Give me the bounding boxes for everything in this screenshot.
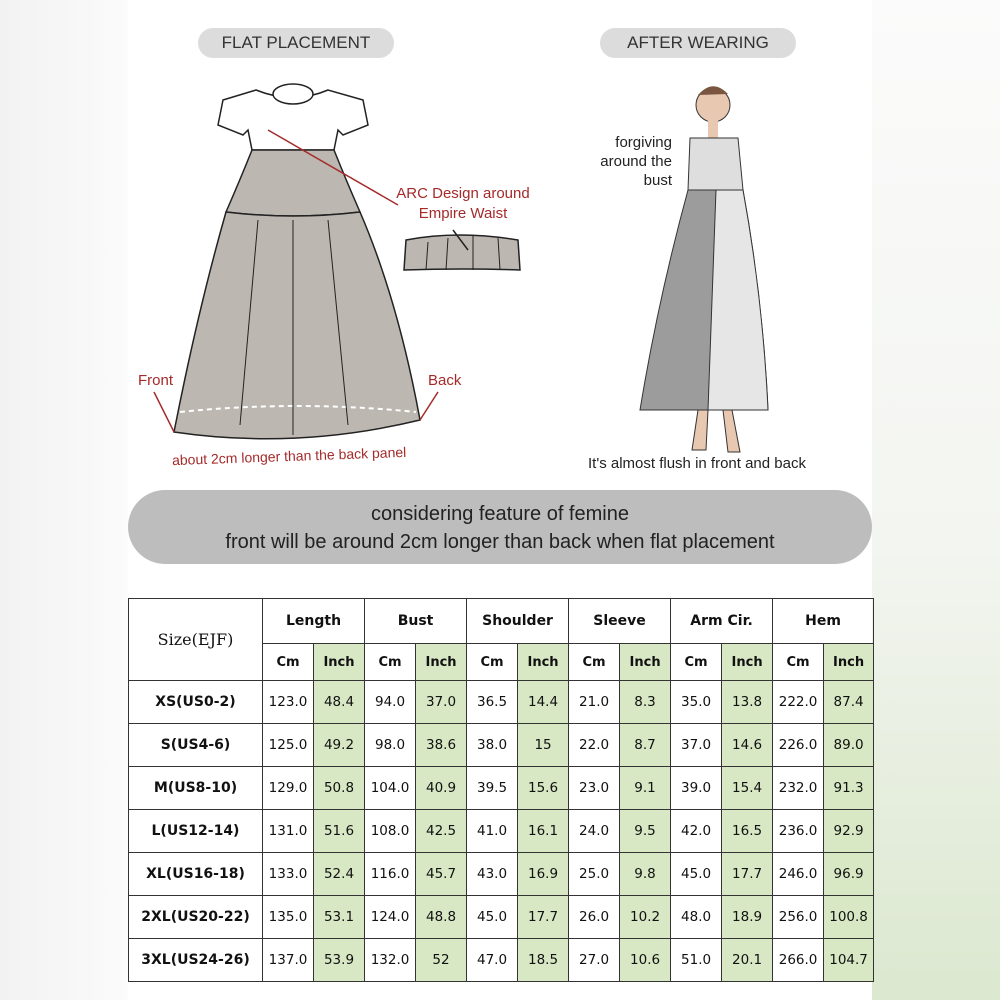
size-cell: L(US12-14) <box>129 810 263 853</box>
unit-inch-header: Inch <box>518 644 569 681</box>
cm-value-cell: 123.0 <box>263 681 314 724</box>
inch-value-cell: 15 <box>518 724 569 767</box>
cm-value-cell: 133.0 <box>263 853 314 896</box>
cm-value-cell: 38.0 <box>467 724 518 767</box>
inch-value-cell: 52 <box>416 939 467 982</box>
measure-header-1: Bust <box>365 599 467 644</box>
inch-value-cell: 37.0 <box>416 681 467 724</box>
cm-value-cell: 226.0 <box>773 724 824 767</box>
unit-cm-header: Cm <box>569 644 620 681</box>
unit-inch-header: Inch <box>416 644 467 681</box>
inch-value-cell: 8.7 <box>620 724 671 767</box>
cm-value-cell: 51.0 <box>671 939 722 982</box>
arc-design-label <box>378 184 548 224</box>
size-chart-panel <box>128 0 872 1000</box>
inch-value-cell: 9.5 <box>620 810 671 853</box>
cm-value-cell: 129.0 <box>263 767 314 810</box>
cm-value-cell: 35.0 <box>671 681 722 724</box>
after-wearing-label: AFTER WEARING <box>600 28 796 58</box>
inch-value-cell: 40.9 <box>416 767 467 810</box>
cm-value-cell: 23.0 <box>569 767 620 810</box>
cm-value-cell: 39.5 <box>467 767 518 810</box>
size-table <box>128 598 874 982</box>
cm-value-cell: 131.0 <box>263 810 314 853</box>
inch-value-cell: 20.1 <box>722 939 773 982</box>
inch-value-cell: 8.3 <box>620 681 671 724</box>
measure-header-3: Sleeve <box>569 599 671 644</box>
cm-value-cell: 42.0 <box>671 810 722 853</box>
unit-cm-header: Cm <box>773 644 824 681</box>
inch-value-cell: 53.1 <box>314 896 365 939</box>
cm-value-cell: 36.5 <box>467 681 518 724</box>
size-cell: XL(US16-18) <box>129 853 263 896</box>
cm-value-cell: 246.0 <box>773 853 824 896</box>
unit-inch-header: Inch <box>620 644 671 681</box>
inch-value-cell: 17.7 <box>518 896 569 939</box>
inch-value-cell: 16.5 <box>722 810 773 853</box>
measure-header-0: Length <box>263 599 365 644</box>
inch-value-cell: 92.9 <box>824 810 874 853</box>
unit-cm-header: Cm <box>467 644 518 681</box>
inch-value-cell: 45.7 <box>416 853 467 896</box>
cm-value-cell: 108.0 <box>365 810 416 853</box>
note-banner <box>128 490 872 564</box>
front-label: Front <box>138 372 174 389</box>
table-row <box>129 767 874 810</box>
cm-value-cell: 43.0 <box>467 853 518 896</box>
size-cell: 3XL(US24-26) <box>129 939 263 982</box>
inch-value-cell: 14.4 <box>518 681 569 724</box>
cm-value-cell: 125.0 <box>263 724 314 767</box>
cm-value-cell: 137.0 <box>263 939 314 982</box>
inch-value-cell: 18.9 <box>722 896 773 939</box>
inch-value-cell: 87.4 <box>824 681 874 724</box>
table-row <box>129 896 874 939</box>
inch-value-cell: 51.6 <box>314 810 365 853</box>
cm-value-cell: 232.0 <box>773 767 824 810</box>
size-cell: M(US8-10) <box>129 767 263 810</box>
cm-value-cell: 135.0 <box>263 896 314 939</box>
inch-value-cell: 15.6 <box>518 767 569 810</box>
cm-value-cell: 94.0 <box>365 681 416 724</box>
arc-line-2: Empire Waist <box>418 205 508 222</box>
table-row <box>129 724 874 767</box>
size-cell: S(US4-6) <box>129 724 263 767</box>
unit-cm-header: Cm <box>671 644 722 681</box>
unit-inch-header: Inch <box>722 644 773 681</box>
inch-value-cell: 53.9 <box>314 939 365 982</box>
forgiving-line-3: bust <box>643 172 672 189</box>
arc-line-1: ARC Design around <box>396 185 530 202</box>
inch-value-cell: 38.6 <box>416 724 467 767</box>
left-margin <box>0 0 128 1000</box>
inch-value-cell: 52.4 <box>314 853 365 896</box>
unit-cm-header: Cm <box>365 644 416 681</box>
inch-value-cell: 18.5 <box>518 939 569 982</box>
cm-value-cell: 236.0 <box>773 810 824 853</box>
inch-value-cell: 14.6 <box>722 724 773 767</box>
table-row <box>129 939 874 982</box>
unit-cm-header: Cm <box>263 644 314 681</box>
inch-value-cell: 16.9 <box>518 853 569 896</box>
forgiving-line-2: around the <box>600 153 672 170</box>
inch-value-cell: 104.7 <box>824 939 874 982</box>
inch-value-cell: 100.8 <box>824 896 874 939</box>
cm-value-cell: 47.0 <box>467 939 518 982</box>
unit-inch-header: Inch <box>314 644 365 681</box>
forgiving-label <box>586 133 672 190</box>
flush-label: It's almost flush in front and back <box>588 455 806 472</box>
size-cell: XS(US0-2) <box>129 681 263 724</box>
inch-value-cell: 50.8 <box>314 767 365 810</box>
size-cell: 2XL(US20-22) <box>129 896 263 939</box>
inch-value-cell: 49.2 <box>314 724 365 767</box>
table-row <box>129 681 874 724</box>
inch-value-cell: 17.7 <box>722 853 773 896</box>
inch-value-cell: 91.3 <box>824 767 874 810</box>
unit-inch-header: Inch <box>824 644 874 681</box>
cm-value-cell: 132.0 <box>365 939 416 982</box>
cm-value-cell: 45.0 <box>671 853 722 896</box>
inch-value-cell: 9.1 <box>620 767 671 810</box>
inch-value-cell: 16.1 <box>518 810 569 853</box>
cm-value-cell: 25.0 <box>569 853 620 896</box>
cm-value-cell: 37.0 <box>671 724 722 767</box>
cm-value-cell: 104.0 <box>365 767 416 810</box>
cm-value-cell: 266.0 <box>773 939 824 982</box>
inch-value-cell: 15.4 <box>722 767 773 810</box>
cm-value-cell: 116.0 <box>365 853 416 896</box>
cm-value-cell: 41.0 <box>467 810 518 853</box>
measure-header-4: Arm Cir. <box>671 599 773 644</box>
inch-value-cell: 89.0 <box>824 724 874 767</box>
table-row <box>129 810 874 853</box>
cm-value-cell: 21.0 <box>569 681 620 724</box>
cm-value-cell: 22.0 <box>569 724 620 767</box>
inch-value-cell: 48.8 <box>416 896 467 939</box>
measure-header-2: Shoulder <box>467 599 569 644</box>
flat-placement-label: FLAT PLACEMENT <box>198 28 394 58</box>
cm-value-cell: 24.0 <box>569 810 620 853</box>
cm-value-cell: 27.0 <box>569 939 620 982</box>
inch-value-cell: 9.8 <box>620 853 671 896</box>
forgiving-line-1: forgiving <box>615 134 672 151</box>
inch-value-cell: 13.8 <box>722 681 773 724</box>
measure-header-5: Hem <box>773 599 874 644</box>
front-note: about 2cm longer than the back panel <box>171 443 407 469</box>
banner-line-2: front will be around 2cm longer than back when flat placement <box>225 531 775 553</box>
inch-value-cell: 10.6 <box>620 939 671 982</box>
cm-value-cell: 48.0 <box>671 896 722 939</box>
cm-value-cell: 124.0 <box>365 896 416 939</box>
right-margin <box>872 0 1000 1000</box>
back-label: Back <box>428 372 462 389</box>
cm-value-cell: 222.0 <box>773 681 824 724</box>
size-column-header: Size(EJF) <box>129 599 263 681</box>
inch-value-cell: 96.9 <box>824 853 874 896</box>
inch-value-cell: 48.4 <box>314 681 365 724</box>
cm-value-cell: 26.0 <box>569 896 620 939</box>
cm-value-cell: 45.0 <box>467 896 518 939</box>
cm-value-cell: 39.0 <box>671 767 722 810</box>
cm-value-cell: 98.0 <box>365 724 416 767</box>
table-row <box>129 853 874 896</box>
inch-value-cell: 42.5 <box>416 810 467 853</box>
inch-value-cell: 10.2 <box>620 896 671 939</box>
cm-value-cell: 256.0 <box>773 896 824 939</box>
banner-line-1: considering feature of femine <box>371 503 629 525</box>
